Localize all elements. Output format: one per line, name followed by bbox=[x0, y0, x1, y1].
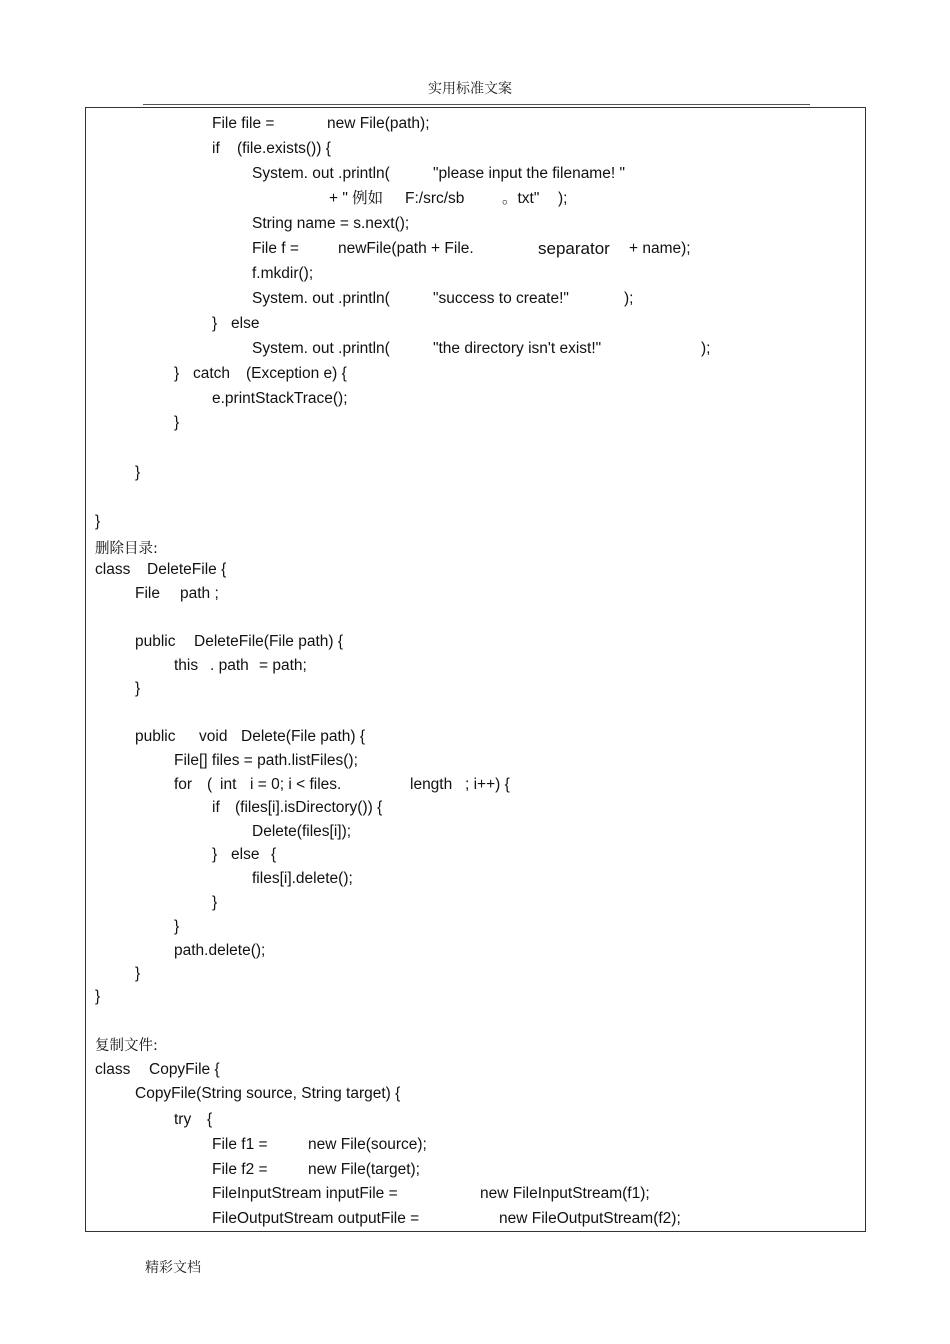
code-token: + " 例如 bbox=[329, 190, 384, 207]
code-token: length bbox=[410, 776, 453, 793]
code-token: System. out .println( bbox=[252, 165, 390, 182]
code-token: . path bbox=[210, 657, 249, 674]
code-token: newFile(path + File. bbox=[338, 240, 474, 257]
code-token: 。txt" bbox=[502, 190, 540, 207]
section-label-delete-directory: 删除目录: bbox=[95, 541, 158, 557]
code-token: } bbox=[212, 894, 218, 911]
section-label-copy-file: 复制文件: bbox=[95, 1038, 158, 1054]
code-token: i = 0; i < files. bbox=[250, 776, 342, 793]
code-token: if bbox=[212, 799, 220, 816]
code-token: File f = bbox=[252, 240, 299, 257]
code-token: DeleteFile(File path) { bbox=[194, 633, 344, 650]
code-token: (files[i].isDirectory()) { bbox=[235, 799, 383, 816]
code-token: public bbox=[135, 728, 176, 745]
code-token: System. out .println( bbox=[252, 290, 390, 307]
code-token: ); bbox=[558, 190, 568, 207]
code-token: } bbox=[135, 965, 141, 982]
code-token: int bbox=[220, 776, 237, 793]
code-token: File bbox=[135, 585, 160, 602]
code-token: e.printStackTrace(); bbox=[212, 390, 348, 407]
code-token: else bbox=[231, 315, 260, 332]
code-line bbox=[0, 513, 101, 549]
code-token: else bbox=[231, 846, 260, 863]
code-token: (Exception e) { bbox=[246, 365, 347, 382]
code-token: = path; bbox=[259, 657, 307, 674]
code-token: class bbox=[95, 561, 131, 578]
code-token: } bbox=[95, 988, 101, 1005]
code-token: new FileOutputStream(f2); bbox=[499, 1210, 681, 1227]
code-token: } bbox=[174, 918, 180, 935]
code-token: } bbox=[212, 846, 218, 863]
code-token: + name); bbox=[629, 240, 691, 257]
code-token: f.mkdir(); bbox=[252, 265, 314, 282]
code-token: if bbox=[212, 140, 220, 157]
code-line bbox=[0, 585, 219, 639]
code-token: } bbox=[212, 315, 218, 332]
code-line bbox=[0, 680, 141, 716]
code-token: } bbox=[135, 680, 141, 697]
code-token: CopyFile(String source, String target) { bbox=[135, 1085, 401, 1102]
code-token: new FileInputStream(f1); bbox=[480, 1185, 650, 1202]
code-token: new File(source); bbox=[308, 1136, 427, 1153]
code-token: { bbox=[271, 846, 277, 863]
code-token: ( bbox=[207, 776, 213, 793]
code-token: FileOutputStream outputFile = bbox=[212, 1210, 420, 1227]
code-token: Delete(files[i]); bbox=[252, 823, 352, 840]
code-token: class bbox=[95, 1061, 131, 1078]
code-token: String name = s.next(); bbox=[252, 215, 410, 232]
code-token: { bbox=[207, 1111, 213, 1128]
code-token: (file.exists()) { bbox=[237, 140, 331, 157]
code-line bbox=[0, 988, 101, 1024]
code-token: ; i++) { bbox=[465, 776, 510, 793]
code-token: ); bbox=[624, 290, 634, 307]
page-header-title: 实用标准文案 bbox=[428, 81, 512, 97]
code-token: files[i].delete(); bbox=[252, 870, 353, 887]
code-token: Delete(File path) { bbox=[241, 728, 366, 745]
code-token: public bbox=[135, 633, 176, 650]
code-token: void bbox=[199, 728, 228, 745]
code-token: separator bbox=[538, 239, 610, 258]
code-token: "the directory isn't exist!" bbox=[433, 340, 602, 357]
code-line bbox=[0, 1210, 681, 1264]
code-token: ); bbox=[701, 340, 711, 357]
header-divider bbox=[143, 104, 810, 105]
code-token: "please input the filename! " bbox=[433, 165, 625, 182]
code-token: File f2 = bbox=[212, 1161, 268, 1178]
code-line bbox=[0, 414, 180, 450]
code-token: this bbox=[174, 657, 199, 674]
page-footer-text: 精彩文档 bbox=[145, 1260, 201, 1276]
code-token: new File(target); bbox=[308, 1161, 420, 1178]
code-token: } bbox=[174, 414, 180, 431]
code-token: DeleteFile { bbox=[147, 561, 227, 578]
code-token: "success to create!" bbox=[433, 290, 569, 307]
code-token: new File(path); bbox=[327, 115, 430, 132]
code-token: catch bbox=[193, 365, 231, 382]
code-token: path.delete(); bbox=[174, 942, 266, 959]
code-token: } bbox=[95, 513, 101, 530]
code-token: } bbox=[174, 365, 180, 382]
code-token: } bbox=[135, 464, 141, 481]
code-token: FileInputStream inputFile = bbox=[212, 1185, 398, 1202]
code-token: File file = bbox=[212, 115, 275, 132]
code-token: path ; bbox=[180, 585, 219, 602]
code-token: F:/src/sb bbox=[405, 190, 465, 207]
code-token: System. out .println( bbox=[252, 340, 390, 357]
code-token: File[] files = path.listFiles(); bbox=[174, 752, 358, 769]
code-token: for bbox=[174, 776, 193, 793]
code-line bbox=[0, 464, 141, 500]
code-token: File f1 = bbox=[212, 1136, 268, 1153]
code-token: CopyFile { bbox=[149, 1061, 220, 1078]
code-token: try bbox=[174, 1111, 192, 1128]
